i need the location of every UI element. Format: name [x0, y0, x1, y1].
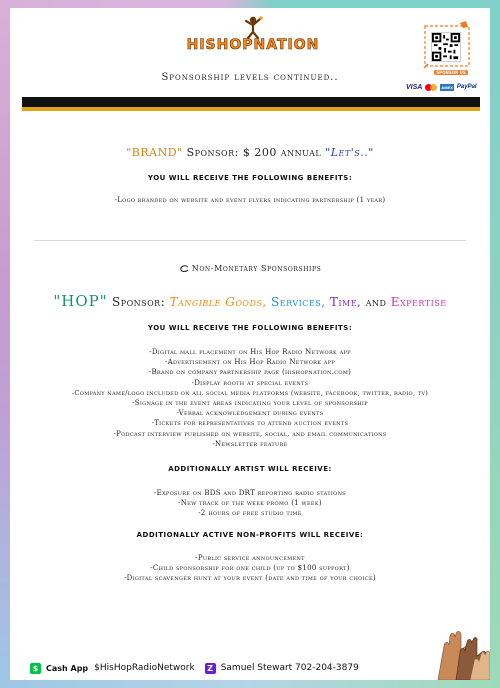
list-item: -Newsletter feature: [212, 439, 288, 448]
hop-level-name: "HOP": [53, 292, 108, 310]
mastercard-icon: [425, 84, 437, 91]
swash-icon: [179, 265, 189, 273]
hop-item-and: and: [365, 295, 387, 309]
logo-text: HISHOPNATION: [186, 37, 320, 53]
artist-benefits-heading: ADDITIONALLY ARTIST WILL RECEIVE:: [168, 465, 332, 473]
list-item: -Digital scavenger hunt at your event (date and time of your choice): [124, 574, 376, 583]
nonprofit-benefits-list: [0, 553, 500, 584]
frame-bottom-border: [0, 680, 500, 688]
brand-level-tagline: "Let's..": [325, 146, 374, 159]
list-item: -Child sponsorship for one child (up to $100 support): [150, 564, 350, 573]
list-item: -Public service announcement: [195, 554, 305, 562]
amex-icon: AMEX: [441, 84, 453, 90]
hop-item-time: Time,: [329, 295, 362, 309]
sponsor-us-caption: SPONSOR US: [434, 70, 468, 75]
nonprofit-benefits-heading: ADDITIONALLY ACTIVE NON-PROFITS WILL RECEIVE:: [136, 531, 364, 539]
visa-icon: VISA: [406, 83, 423, 91]
non-monetary-heading: [0, 264, 500, 273]
hop-item-tangible: Tangible Goods,: [169, 295, 267, 309]
brand-level-title: [0, 146, 500, 159]
brand-benefits-list: [0, 195, 500, 205]
list-item: -Logo branded on website and event flyers indicating partnership (1 year): [114, 196, 386, 204]
brand-level-label: Sponsor: $ 200 annual: [186, 146, 322, 159]
hop-benefits-list: [0, 347, 500, 449]
paypal-icon: PayPal: [456, 84, 477, 90]
qr-code-icon[interactable]: [431, 32, 461, 62]
cash-app-handle[interactable]: $HisHopRadioNetwork: [94, 663, 195, 673]
payment-footer: [30, 661, 470, 675]
list-item: -Brand on company partnership page (hishopnation.com): [148, 368, 352, 377]
zelle-icon: Z: [205, 663, 216, 674]
list-item: -Signage in the event areas indicating your level of sponsorship: [132, 399, 368, 408]
list-item: -Company name/logo included on all social media platforms (website, facebook, twitter, radio, tv): [71, 388, 429, 397]
zelle-contact[interactable]: Samuel Stewart 702-204-3879: [220, 663, 359, 673]
header-gold-bar: [22, 107, 480, 111]
list-item: -Exposure on BDS and DRT reporting radio stations: [153, 489, 346, 497]
artist-benefits-list: [0, 488, 500, 519]
list-item: -Podcast interview published on website, social, and email communications: [113, 429, 387, 438]
cash-app-label: Cash App: [46, 663, 89, 673]
microphone-singer-icon: [240, 15, 266, 39]
list-item: -Verbal acknowledgement during events: [176, 409, 324, 418]
list-item: -New track of the week promo (1 week): [178, 499, 322, 508]
page-subtitle: Sponsorship levels continued..: [161, 72, 339, 83]
payment-methods: [406, 81, 486, 93]
hishopnation-logo: [176, 17, 330, 55]
section-divider: [34, 240, 466, 241]
list-item: -2 hours of free studio time: [198, 509, 302, 518]
frame-left-border: [0, 0, 10, 688]
list-item: -Advertisement on His Hop Radio Network app: [164, 358, 336, 367]
cash-app-icon: $: [30, 663, 41, 674]
header-black-bar: [22, 97, 480, 107]
hop-item-services: Services,: [271, 295, 326, 309]
list-item: -Display booth at special events: [191, 378, 309, 387]
hop-benefits-heading: YOU WILL RECEIVE THE FOLLOWING BENEFITS:: [147, 324, 353, 332]
brand-level-name: "BRAND": [126, 146, 183, 159]
brand-benefits-heading: YOU WILL RECEIVE THE FOLLOWING BENEFITS:: [147, 174, 353, 182]
list-item: -Digital mall placement on His Hop Radio Network app: [149, 348, 351, 356]
non-monetary-label: Non-Monetary Sponsorships: [191, 264, 322, 273]
hop-level-title: [0, 292, 500, 310]
frame-right-border: [490, 0, 500, 688]
list-item: -Tickets for representatives to attend auction events: [151, 419, 349, 428]
frame-top-border: [0, 0, 500, 8]
hop-item-expertise: Expertise: [390, 295, 447, 309]
hop-level-label: Sponsor:: [111, 295, 166, 309]
